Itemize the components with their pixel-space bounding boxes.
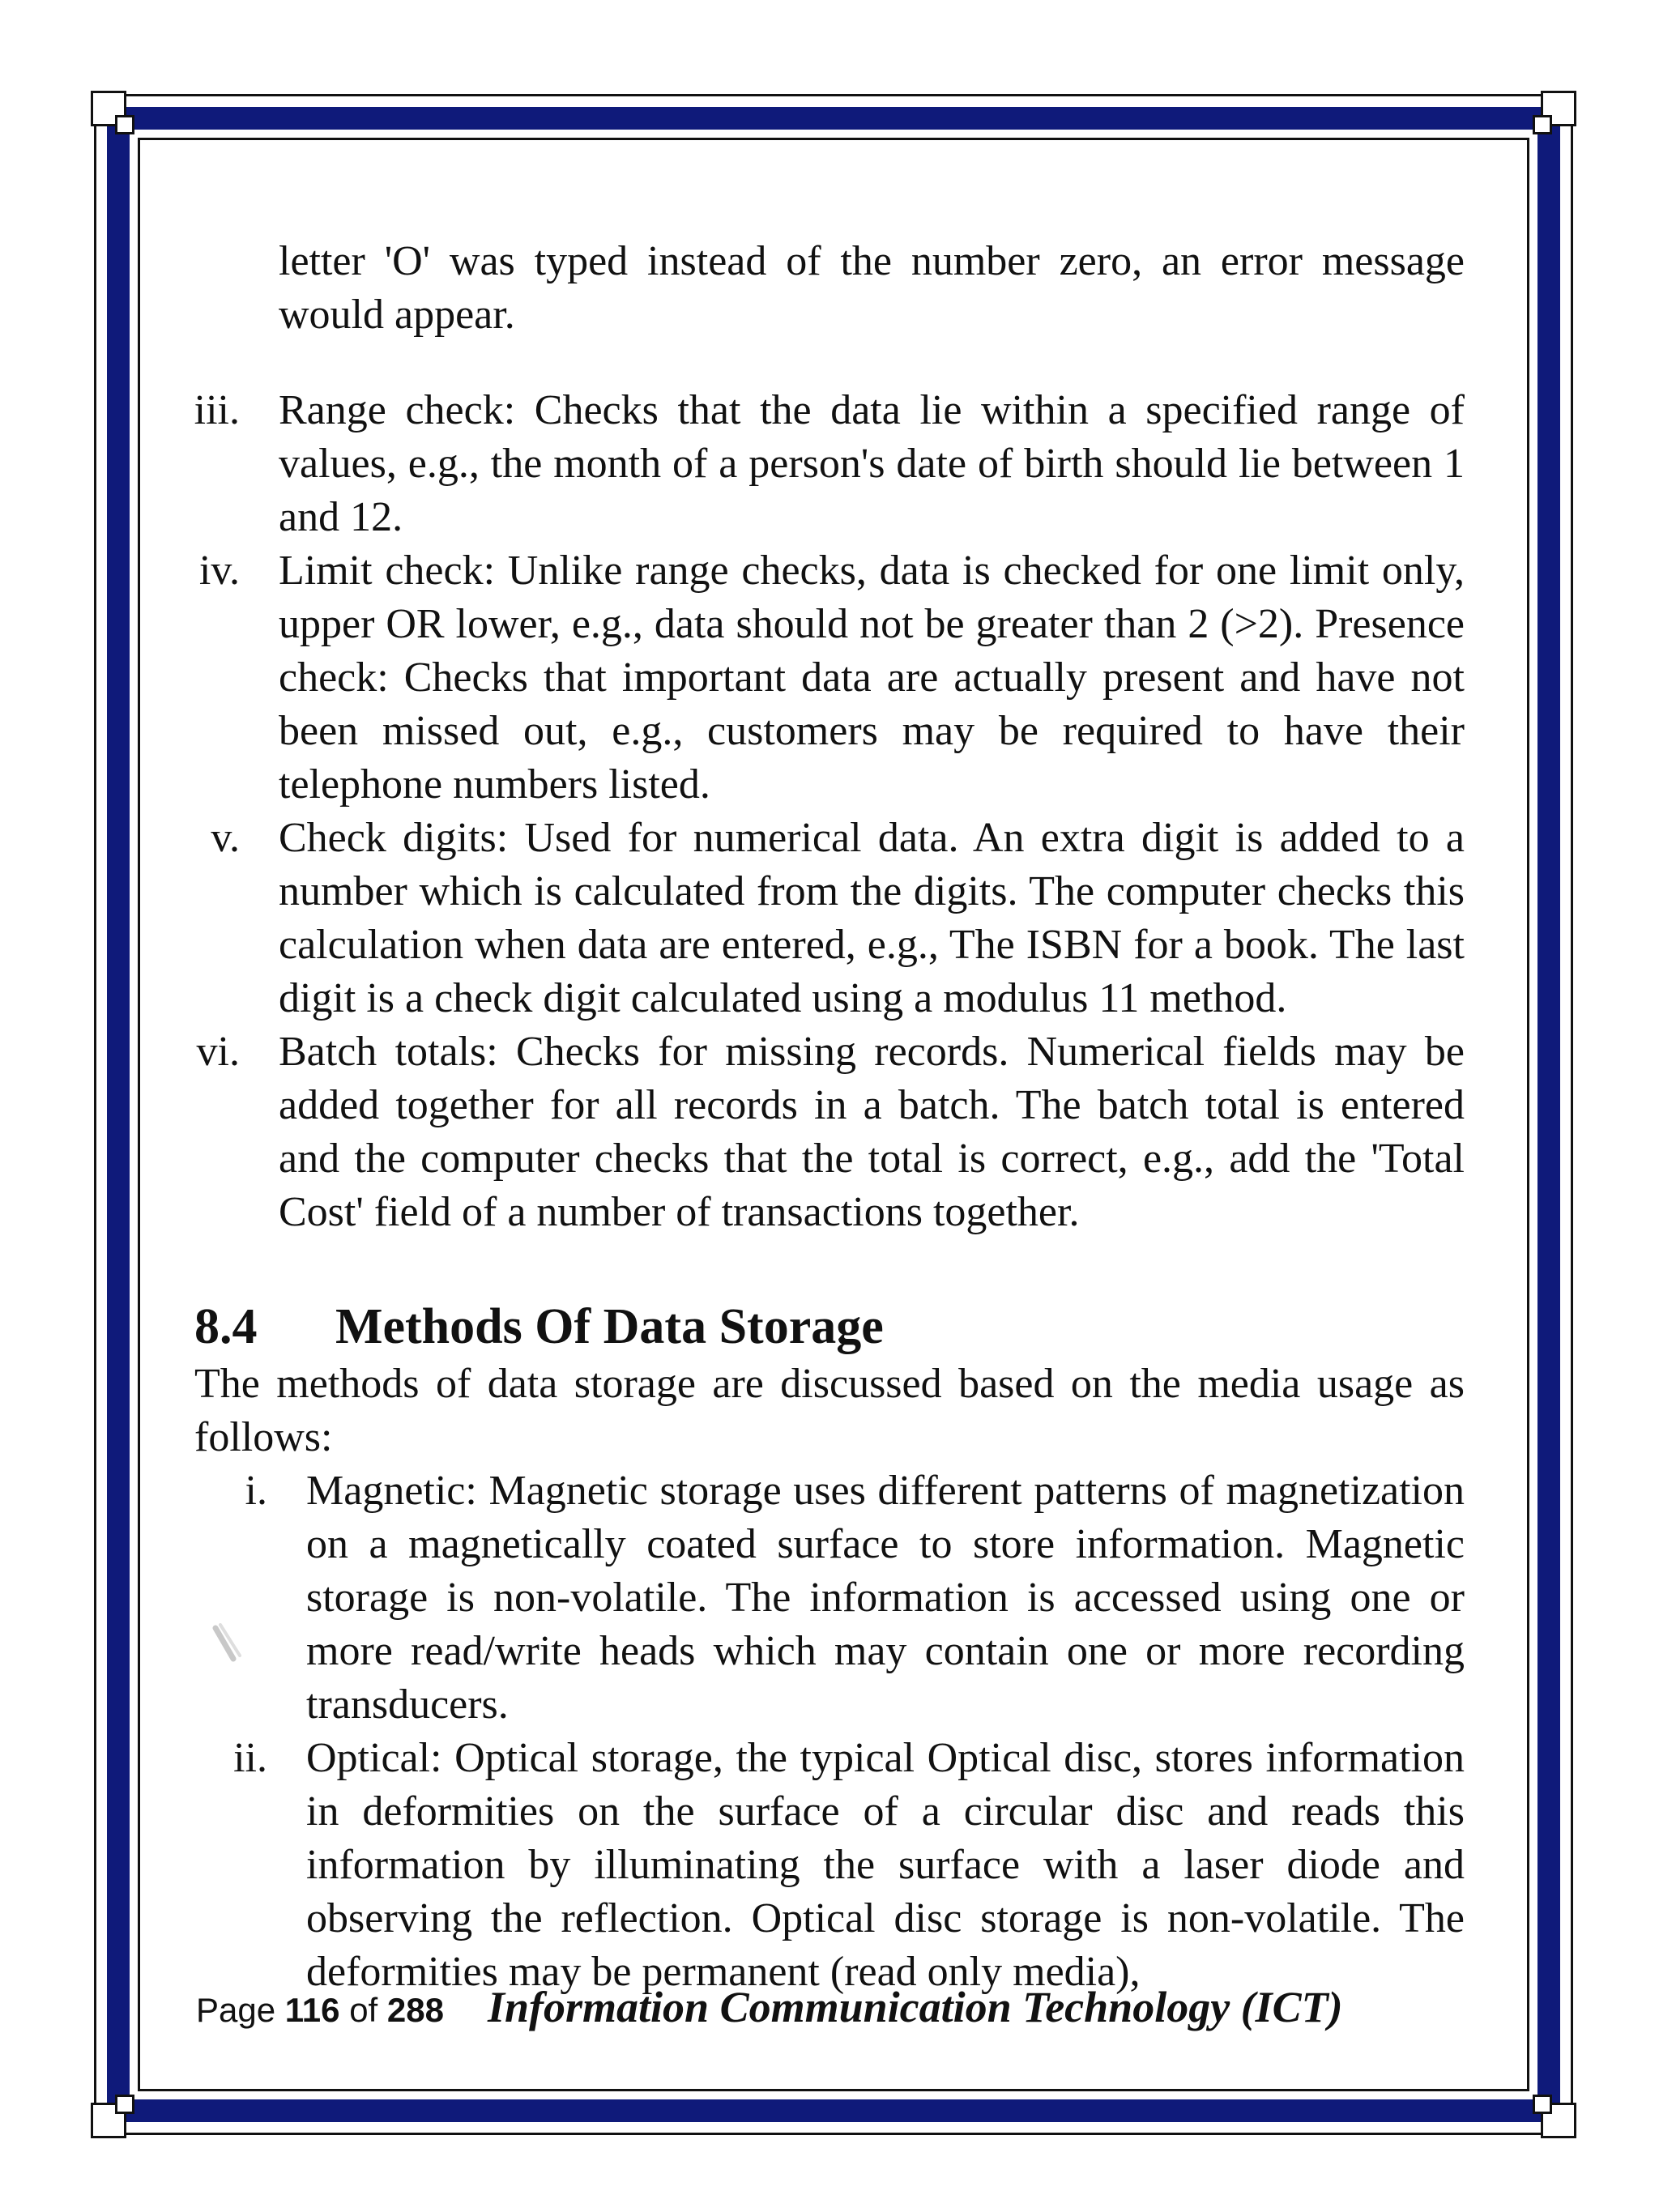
list-item bbox=[194, 1464, 1465, 1732]
list-item-number: iv. bbox=[198, 548, 240, 594]
list-item-text: Limit check: Unlike range checks, data is checked for one limit only, upper OR lower, e.g., data should not be greater than 2 (>2). Presence check: Checks that important data are actually present and have not been missed out, e.g., customers may be required to have their telephone numbers listed. bbox=[279, 548, 1465, 808]
list-item-text: Batch totals: Checks for missing records. Numerical fields may be added together for all records in a batch. The batch total is entered and the computer checks that the total is correct, e.g., add the 'Total Cost' field of a number of transactions together. bbox=[279, 1029, 1465, 1235]
validation-check-list bbox=[194, 384, 1465, 1239]
list-item-text: Range check: Checks that the data lie within a specified range of values, e.g., the month of a person's date of birth should lie between 1 and 12. bbox=[279, 387, 1465, 540]
list-item-number: ii. bbox=[233, 1735, 267, 1781]
list-item-text: Optical: Optical storage, the typical Optical disc, stores information in deformities on the surface of a circular disc and reads this information by illuminating the surface with a laser diode and observing the reflection. Optical disc storage is non-volatile. The deformities may be permanent (read only media), bbox=[306, 1735, 1465, 1995]
section-intro: The methods of data storage are discussed based on the media usage as follows: bbox=[194, 1361, 1465, 1460]
page-counter: Page 116 of 288 bbox=[196, 1991, 444, 2029]
continuation-paragraph: letter 'O' was typed instead of the number zero, an error message would appear. bbox=[279, 238, 1465, 338]
list-item bbox=[194, 1732, 1465, 1999]
list-item-number: v. bbox=[211, 815, 240, 861]
border-corner-ornament bbox=[91, 91, 147, 147]
list-item bbox=[194, 384, 1465, 544]
border-corner-ornament bbox=[1520, 91, 1576, 147]
list-item-text: Check digits: Used for numerical data. An extra digit is added to a number which is calculated from the digits. The computer checks this calculation when data are entered, e.g., The ISBN for a book. The last digit is a check digit calculated using a modulus 11 method. bbox=[279, 815, 1465, 1021]
section-heading bbox=[194, 1296, 1465, 1357]
list-item bbox=[194, 544, 1465, 812]
list-item-number: i. bbox=[245, 1468, 267, 1514]
list-item bbox=[194, 1025, 1465, 1239]
border-corner-ornament bbox=[91, 2082, 147, 2138]
page-footer bbox=[196, 1982, 1343, 2032]
list-item-number: vi. bbox=[196, 1029, 240, 1075]
list-item-number: iii. bbox=[194, 387, 240, 433]
list-item bbox=[194, 812, 1465, 1025]
book-title: Information Communication Technology (ICT) bbox=[487, 1983, 1343, 2031]
list-item-text: Magnetic: Magnetic storage uses different patterns of magnetization on a magnetically coated surface to store information. Magnetic storage is non-volatile. The information is accessed using one or more read/write heads which may contain one or more recording transducers. bbox=[306, 1468, 1465, 1728]
page-content bbox=[194, 193, 1465, 1999]
pen-mark-icon bbox=[212, 1623, 245, 1670]
section-title: Methods Of Data Storage bbox=[335, 1299, 884, 1354]
storage-method-list bbox=[194, 1464, 1465, 1999]
border-corner-ornament bbox=[1520, 2082, 1576, 2138]
section-number: 8.4 bbox=[194, 1299, 258, 1354]
